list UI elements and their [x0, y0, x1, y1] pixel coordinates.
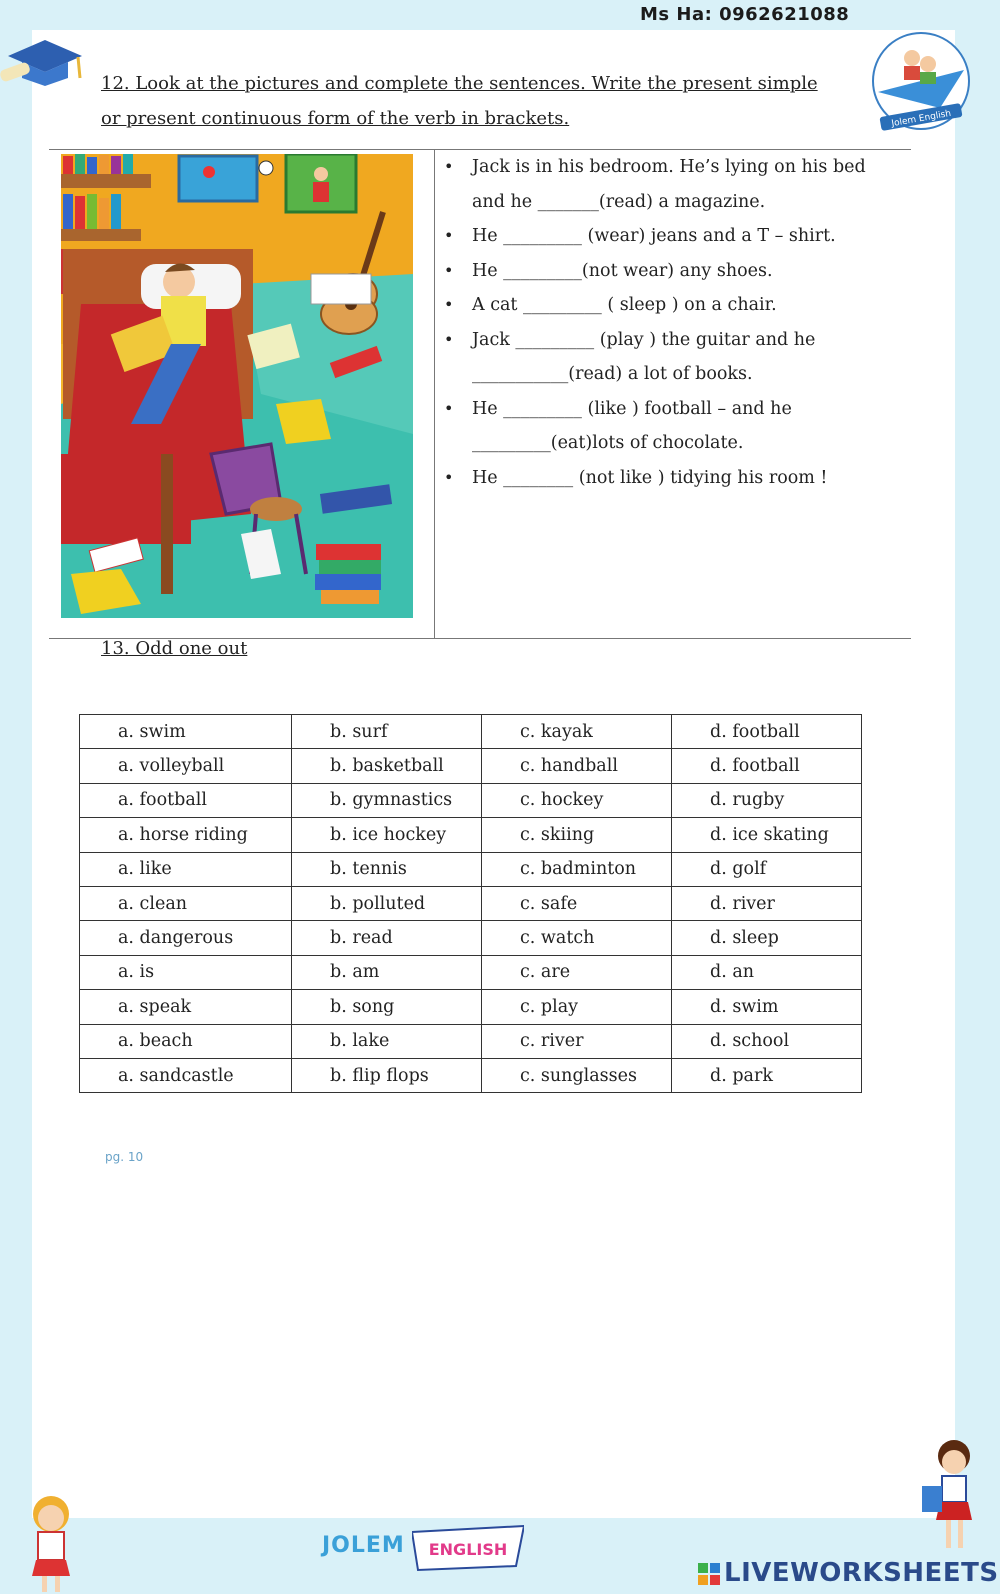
option-b[interactable]: b. read: [292, 921, 482, 955]
girl-mascot-right-icon: [920, 1436, 988, 1554]
liveworksheets-wordmark: LIVEWORKSHEETS: [724, 1558, 999, 1588]
option-b[interactable]: b. flip flops: [292, 1058, 482, 1092]
option-d[interactable]: d. golf: [672, 852, 862, 886]
option-a[interactable]: a. is: [80, 955, 292, 989]
sentence-line: Jack _________ (play ) the guitar and he: [472, 329, 816, 350]
option-a[interactable]: a. swim: [80, 715, 292, 749]
option-a[interactable]: a. dangerous: [80, 921, 292, 955]
option-b[interactable]: b. surf: [292, 715, 482, 749]
option-b[interactable]: b. lake: [292, 1024, 482, 1058]
option-a[interactable]: a. beach: [80, 1024, 292, 1058]
option-d[interactable]: d. swim: [672, 990, 862, 1024]
sentence-line: and he _______(read) a magazine.: [472, 191, 766, 212]
option-d[interactable]: d. ice skating: [672, 818, 862, 852]
instruction-line-1: 12. Look at the pictures and complete the sentences. Write the present simple: [101, 73, 818, 94]
girl-mascot-left-icon: [18, 1490, 84, 1594]
sentence-6: [440, 392, 910, 461]
exercise-12-instruction: [101, 66, 861, 136]
option-d[interactable]: d. football: [672, 749, 862, 783]
option-a[interactable]: a. volleyball: [80, 749, 292, 783]
jolem-wordmark: JOLEM: [322, 1533, 405, 1558]
sentence-line: He _________ (like ) football – and he: [472, 398, 792, 419]
jolem-english-logo: [870, 30, 972, 132]
table-row: [80, 818, 862, 852]
option-c[interactable]: c. badminton: [482, 852, 672, 886]
option-c[interactable]: c. handball: [482, 749, 672, 783]
svg-text:ENGLISH: ENGLISH: [428, 1540, 508, 1559]
option-c[interactable]: c. kayak: [482, 715, 672, 749]
page-number: pg. 10: [105, 1150, 144, 1164]
sentence-line: _________(eat)lots of chocolate.: [472, 433, 744, 453]
sentence-line: He _________(not wear) any shoes.: [472, 260, 773, 281]
english-logo-icon: [412, 1522, 524, 1572]
table-row: [80, 783, 862, 817]
sentence-3: [440, 254, 910, 289]
option-b[interactable]: b. ice hockey: [292, 818, 482, 852]
option-b[interactable]: b. polluted: [292, 886, 482, 920]
table-row: [80, 921, 862, 955]
option-c[interactable]: c. watch: [482, 921, 672, 955]
sentence-line: A cat _________ ( sleep ) on a chair.: [472, 295, 777, 315]
exercise-13-title: 13. Odd one out: [101, 638, 248, 659]
bedroom-illustration: [61, 154, 413, 618]
option-d[interactable]: d. school: [672, 1024, 862, 1058]
option-b[interactable]: b. am: [292, 955, 482, 989]
sentence-1: [440, 150, 910, 219]
table-row: [80, 715, 862, 749]
option-d[interactable]: d. sleep: [672, 921, 862, 955]
odd-one-out-table: [79, 714, 862, 1093]
sentence-4: [440, 288, 910, 323]
table-row: [80, 1024, 862, 1058]
option-b[interactable]: b. gymnastics: [292, 783, 482, 817]
option-c[interactable]: c. safe: [482, 886, 672, 920]
sentence-line: He _________ (wear) jeans and a T – shirt.: [472, 226, 836, 246]
sentence-2: [440, 219, 910, 254]
contact-info: Ms Ha: 0962621088: [640, 4, 850, 25]
sentence-7: [440, 461, 910, 496]
option-c[interactable]: c. hockey: [482, 783, 672, 817]
table-row: [80, 1058, 862, 1092]
option-c[interactable]: c. skiing: [482, 818, 672, 852]
option-b[interactable]: b. song: [292, 990, 482, 1024]
option-a[interactable]: a. sandcastle: [80, 1058, 292, 1092]
option-d[interactable]: d. football: [672, 715, 862, 749]
svg-text:Jolem English: Jolem English: [890, 108, 952, 130]
option-d[interactable]: d. park: [672, 1058, 862, 1092]
graduation-cap-icon: [0, 26, 90, 96]
box-divider: [434, 149, 435, 639]
table-row: [80, 990, 862, 1024]
option-d[interactable]: d. rugby: [672, 783, 862, 817]
sentence-5: [440, 323, 910, 392]
option-a[interactable]: a. speak: [80, 990, 292, 1024]
option-c[interactable]: c. are: [482, 955, 672, 989]
option-b[interactable]: b. tennis: [292, 852, 482, 886]
option-c[interactable]: c. play: [482, 990, 672, 1024]
option-a[interactable]: a. football: [80, 783, 292, 817]
option-d[interactable]: d. river: [672, 886, 862, 920]
sentence-line: ___________(read) a lot of books.: [472, 364, 753, 384]
option-a[interactable]: a. clean: [80, 886, 292, 920]
option-b[interactable]: b. basketball: [292, 749, 482, 783]
liveworksheets-icon: [698, 1563, 720, 1585]
option-a[interactable]: a. horse riding: [80, 818, 292, 852]
option-c[interactable]: c. river: [482, 1024, 672, 1058]
fill-in-sentences: [440, 150, 910, 495]
table-row: [80, 749, 862, 783]
instruction-line-2: or present continuous form of the verb in brackets.: [101, 108, 570, 129]
table-row: [80, 852, 862, 886]
sentence-line: Jack is in his bedroom. He’s lying on his bed: [472, 157, 866, 177]
option-c[interactable]: c. sunglasses: [482, 1058, 672, 1092]
table-row: [80, 886, 862, 920]
table-row: [80, 955, 862, 989]
sentence-line: He ________ (not like ) tidying his room !: [472, 467, 828, 488]
option-d[interactable]: d. an: [672, 955, 862, 989]
option-a[interactable]: a. like: [80, 852, 292, 886]
